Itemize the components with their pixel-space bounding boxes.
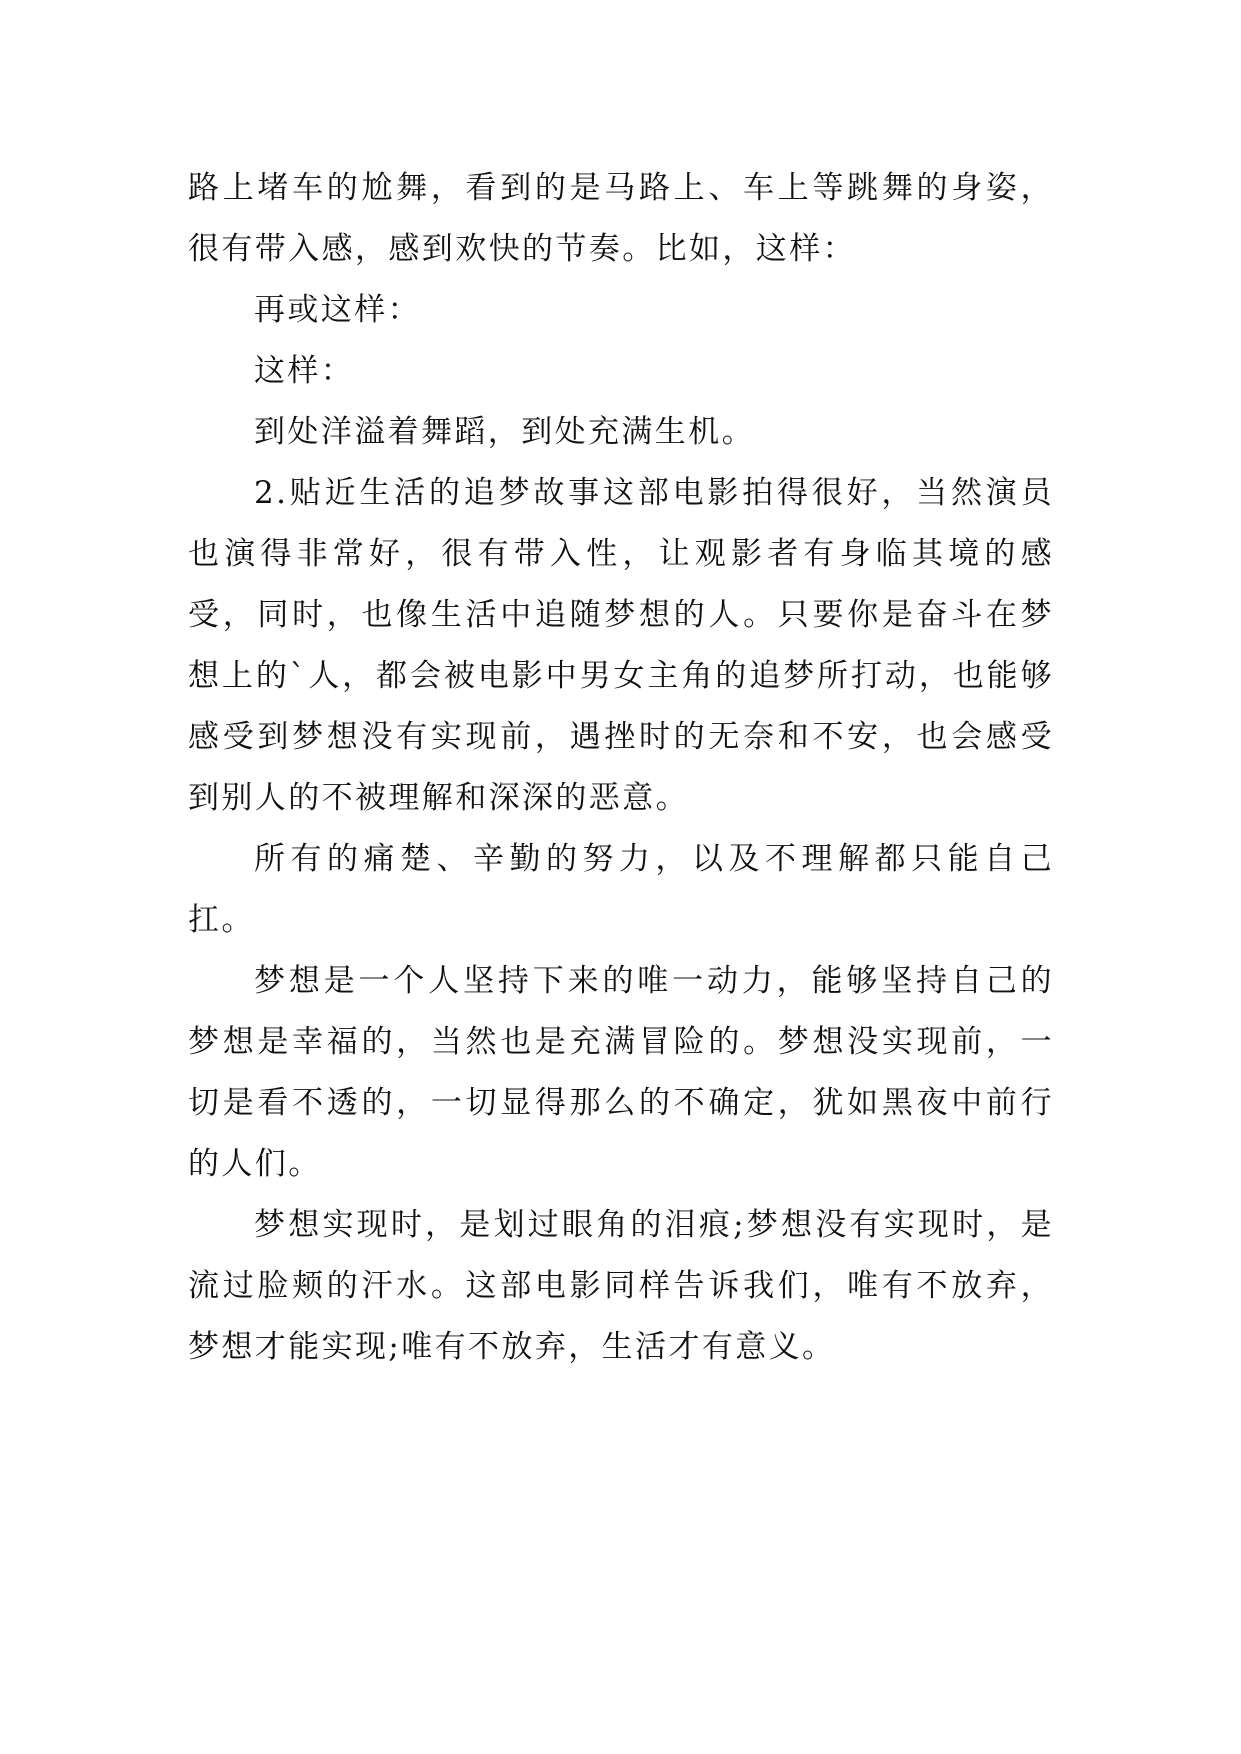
- paragraph-example-2: 这样：: [254, 353, 355, 389]
- document-body: [188, 158, 1054, 1378]
- paragraph-dream-realized: 梦想实现时，是划过眼角的泪痕;梦想没有实现时，是流过脸颊的汗水。这部电影同样告诉我们，唯有不放弃，梦想才能实现;唯有不放弃，生活才有意义。: [188, 1207, 1054, 1365]
- paragraph-section-2: 2.贴近生活的追梦故事这部电影拍得很好，当然演员也演得非常好，很有带入性，让观影者有身临其境的感受，同时，也像生活中追随梦想的人。只要你是奋斗在梦想上的`人，都会被电影中男女主角的追梦所打动，也能够感受到梦想没有实现前，遇挫时的无奈和不安，也会感受到别人的不被理解和深深的恶意。: [188, 475, 1054, 816]
- paragraph-continuation: 路上堵车的尬舞，看到的是马路上、车上等跳舞的身姿，很有带入感，感到欢快的节奏。比如，这样：: [188, 170, 1054, 267]
- paragraph-example-1: 再或这样：: [254, 292, 421, 328]
- paragraph-pain: 所有的痛楚、辛勤的努力，以及不理解都只能自己扛。: [188, 841, 1054, 938]
- paragraph-dance-everywhere: 到处洋溢着舞蹈，到处充满生机。: [254, 414, 755, 450]
- paragraph-dream-motivation: 梦想是一个人坚持下来的唯一动力，能够坚持自己的梦想是幸福的，当然也是充满冒险的。梦想没实现前，一切是看不透的，一切显得那么的不确定，犹如黑夜中前行的人们。: [188, 963, 1054, 1182]
